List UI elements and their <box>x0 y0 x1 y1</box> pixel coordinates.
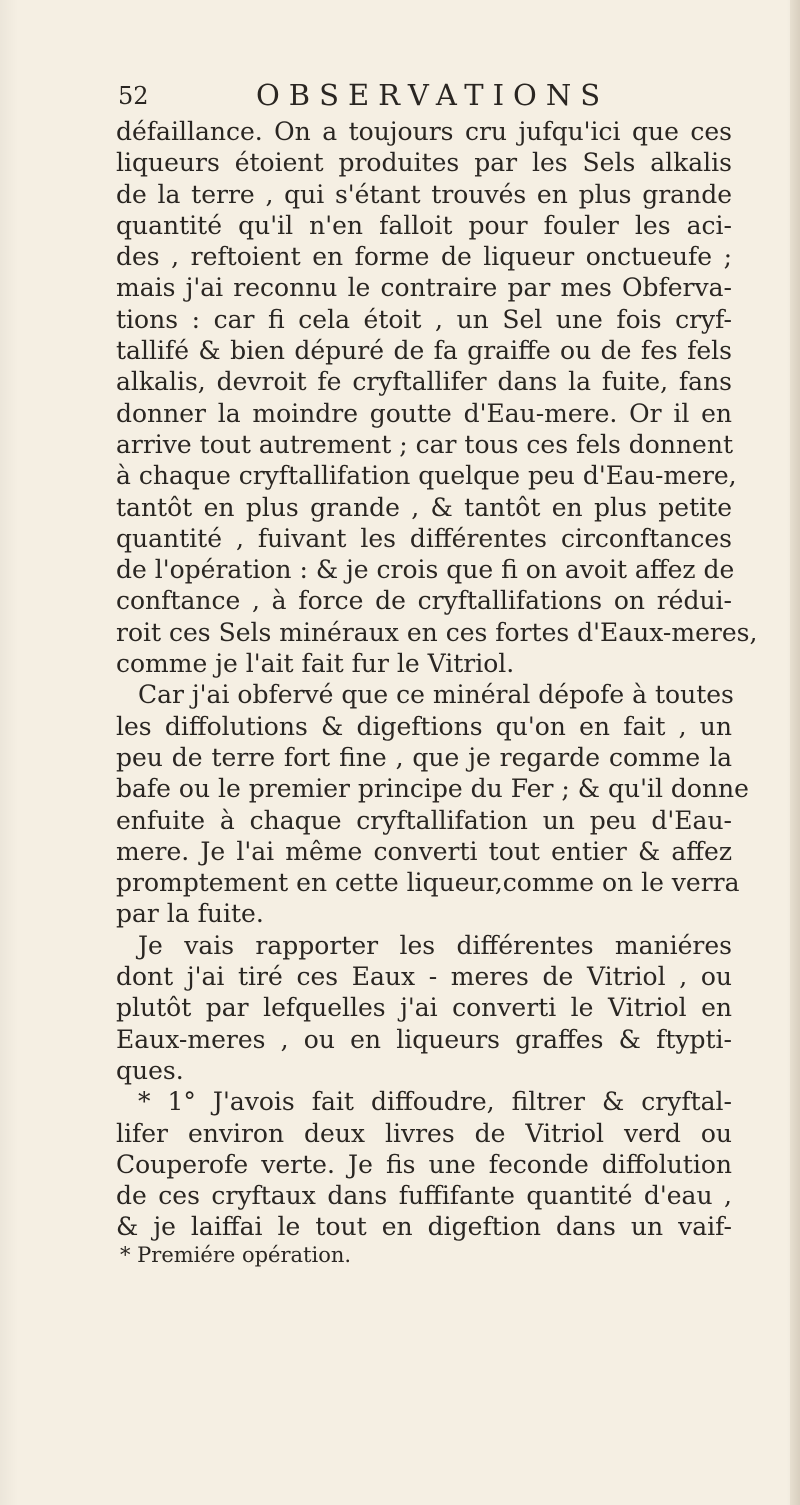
text-line: lifer environ deux livres de Vitriol verd ou <box>116 1118 732 1148</box>
paragraph-3 <box>116 930 732 1086</box>
body-text <box>116 116 758 1243</box>
paragraph-4 <box>116 1086 732 1242</box>
running-title: OBSERVATIONS <box>256 78 610 112</box>
text-line: comme je l'ait fait fur le Vitriol. <box>116 649 515 679</box>
text-line: les diffolutions & digeftions qu'on en fait , un <box>116 711 732 741</box>
text-line: plutôt par lefquelles j'ai converti le Vitriol en <box>116 993 732 1023</box>
text-line: peu de terre fort fine , que je regarde comme la <box>116 742 732 772</box>
text-line: tantôt en plus grande , & tantôt en plus petite <box>116 492 732 522</box>
text-line: enfuite à chaque cryftallifation un peu d'Eau- <box>116 805 732 835</box>
text-line: quantité , fuivant les différentes circonftances <box>116 523 732 553</box>
text-line: conftance , à force de cryftallifations on rédui- <box>116 586 732 616</box>
text-line: promptement en cette liqueur,comme on le verra <box>116 868 740 898</box>
text-line: bafe ou le premier principe du Fer ; & qu'il donne <box>116 774 749 804</box>
text-line: quantité qu'il n'en falloit pour fouler les aci- <box>116 210 732 240</box>
text-line: mere. Je l'ai même converti tout entier & affez <box>116 836 732 866</box>
text-line: * 1° J'avois fait diffoudre, filtrer & cryftal- <box>138 1087 732 1117</box>
text-line: Eaux-meres , ou en liqueurs graffes & ftypti- <box>116 1024 732 1054</box>
page-edge <box>790 0 800 1505</box>
text-line: par la fuite. <box>116 899 264 929</box>
text-line: tallifé & bien dépuré de fa graiffe ou de fes fels <box>116 336 732 366</box>
text-line: Couperofe verte. Je fis une feconde diffolution <box>116 1149 732 1179</box>
text-line: des , reftoient en forme de liqueur onctueufe ; <box>116 242 732 272</box>
text-line: & je laiffai le tout en digeftion dans un vaif- <box>116 1212 732 1242</box>
footnote: * Premiére opération. <box>120 1243 352 1267</box>
text-line: de la terre , qui s'étant trouvés en plus grande <box>116 179 732 209</box>
text-line: mais j'ai reconnu le contraire par mes Obferva- <box>116 273 732 303</box>
page-header <box>118 76 718 116</box>
text-line: à chaque cryftallifation quelque peu d'Eau-mere, <box>116 461 737 491</box>
text-line: arrive tout autrement ; car tous ces fels donnent <box>116 429 733 459</box>
text-line: de ces cryftaux dans fuffifante quantité d'eau , <box>116 1181 732 1211</box>
text-line: donner la moindre goutte d'Eau-mere. Or il en <box>116 398 732 428</box>
text-line: de l'opération : & je crois que fi on avoit affez de <box>116 555 735 585</box>
text-line: roit ces Sels minéraux en ces fortes d'Eaux-meres, <box>116 617 758 647</box>
text-line: ques. <box>116 1055 184 1085</box>
text-line: tions : car fi cela étoit , un Sel une fois cryf- <box>116 304 732 334</box>
text-line: dont j'ai tiré ces Eaux - meres de Vitriol , ou <box>116 962 732 992</box>
paragraph-2 <box>116 679 749 929</box>
paragraph-1 <box>116 116 758 679</box>
text-line: défaillance. On a toujours cru jufqu'ici que ces <box>116 117 732 146</box>
text-line: Je vais rapporter les différentes maniéres <box>138 930 732 960</box>
text-line: Car j'ai obfervé que ce minéral dépofe à toutes <box>138 680 734 710</box>
text-line: alkalis, devroit fe cryftallifer dans la fuite, fans <box>116 367 732 397</box>
page-number: 52 <box>118 82 149 110</box>
text-line: liqueurs étoient produites par les Sels alkalis <box>116 148 732 178</box>
